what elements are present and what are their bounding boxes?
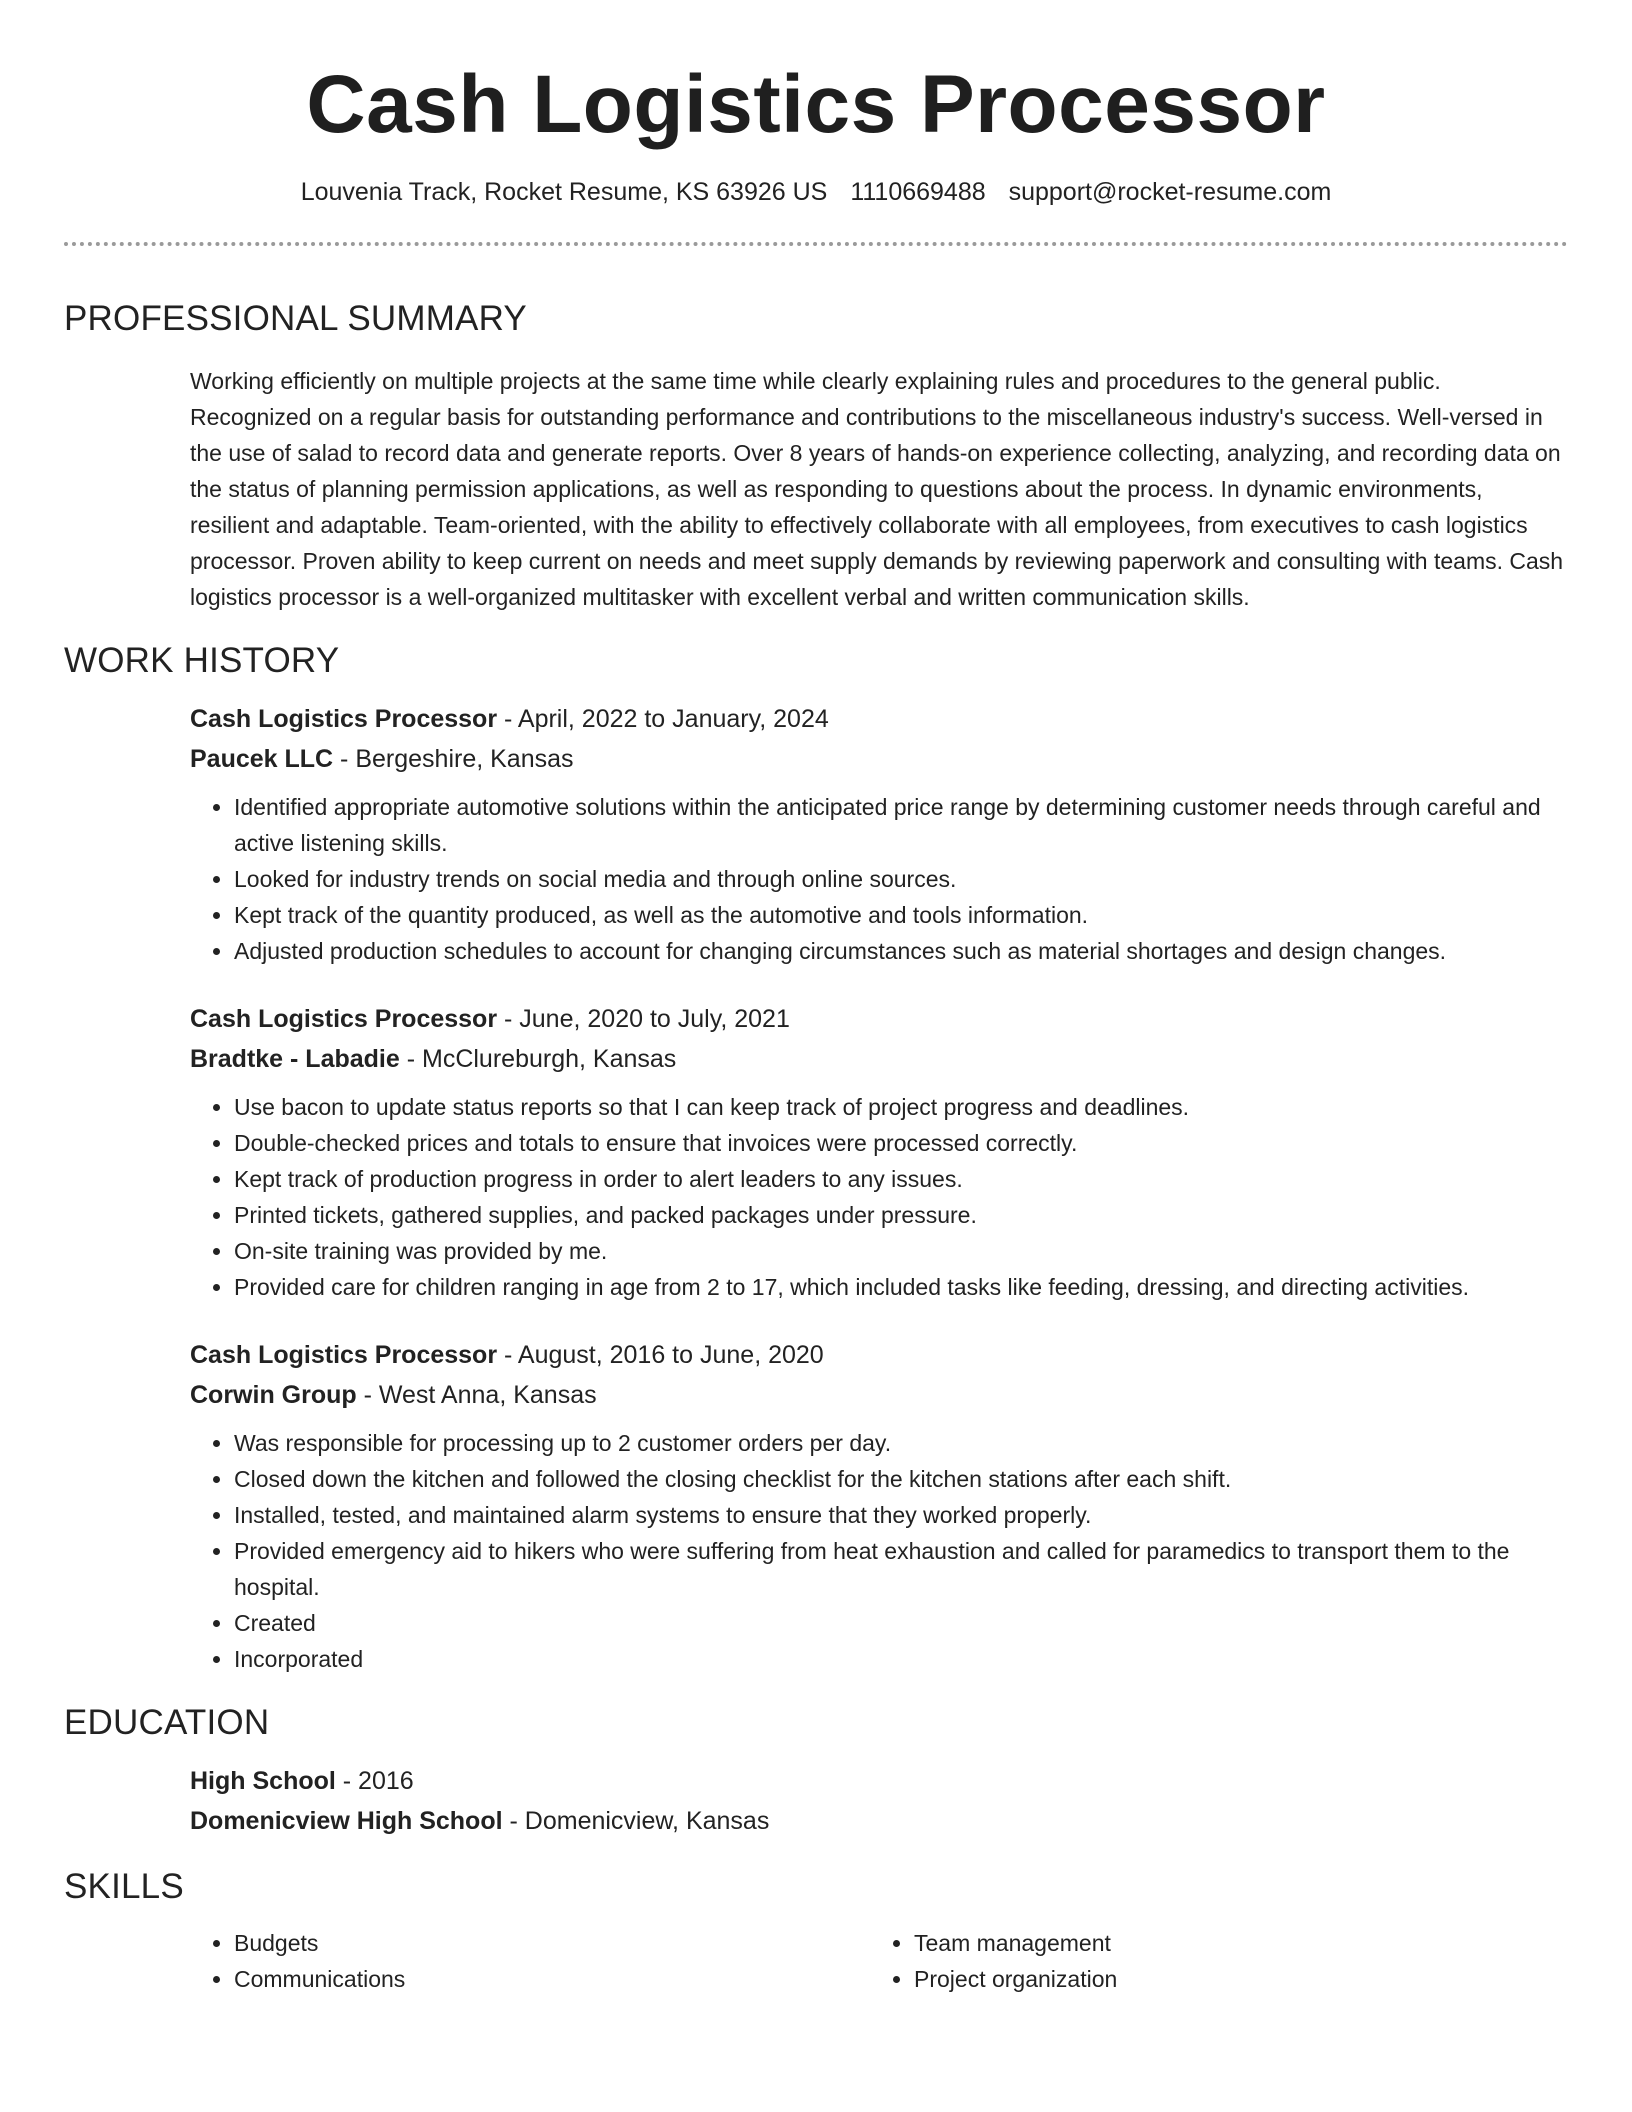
job-location: - West Anna, Kansas bbox=[356, 1381, 597, 1409]
education-degree-line bbox=[190, 1761, 1568, 1801]
job-bullet: • Kept track of the quantity produced, as well as the automotive and tools information. bbox=[234, 897, 1568, 933]
job-bullet-list bbox=[190, 1425, 1568, 1677]
skills-section-title: SKILLS bbox=[64, 1867, 184, 1906]
resume-page bbox=[64, 0, 1568, 1997]
resume-name-heading: Cash Logistics Processor bbox=[306, 59, 1326, 150]
job-bullet: • Use bacon to update status reports so that I can keep track of project progress and deadlines. bbox=[234, 1089, 1568, 1125]
job-role: Cash Logistics Processor bbox=[190, 1005, 498, 1033]
job-bullet: • Provided emergency aid to hikers who were suffering from heat exhaustion and called for paramedics to transport them to the hospital. bbox=[234, 1533, 1568, 1605]
education-school-line bbox=[190, 1801, 1568, 1841]
job-role-line bbox=[190, 699, 1568, 739]
job-role: Cash Logistics Processor bbox=[190, 705, 498, 733]
job-location: - McClureburgh, Kansas bbox=[399, 1045, 677, 1073]
job-bullet: • On-site training was provided by me. bbox=[234, 1233, 1568, 1269]
job-bullet: • Provided care for children ranging in age from 2 to 17, which included tasks like feeding, dressing, and directing activities. bbox=[234, 1269, 1568, 1305]
job-entry bbox=[190, 699, 1568, 969]
skills-list-right bbox=[870, 1925, 1550, 1997]
job-bullet-list bbox=[190, 789, 1568, 969]
job-role-line bbox=[190, 999, 1568, 1039]
education-section bbox=[190, 1761, 1568, 1841]
education-school: Domenicview High School bbox=[190, 1807, 503, 1835]
contact-email: support@rocket-resume.com bbox=[1008, 178, 1332, 206]
job-dates: - June, 2020 to July, 2021 bbox=[497, 1005, 790, 1033]
header-divider bbox=[64, 242, 1568, 246]
summary-text: Working efficiently on multiple projects at the same time while clearly explaining rules and procedures to the general public. Recognized on a regular basis for outstanding performance and contributions to the miscellaneous industry's success. Well-versed in the use of salad to record data and generate reports. Over 8 years of hands-on experience collecting, analyzing, and recording data on the status of planning permission applications, as well as responding to questions about the process. In dynamic environments, resilient and adaptable. Team-oriented, with the ability to effectively collaborate with all employees, from executives to cash logistics processor. Proven ability to keep current on needs and meet supply demands by reviewing paperwork and consulting with teams. Cash logistics processor is a well-organized multitasker with excellent verbal and written communication skills. bbox=[190, 368, 1564, 610]
job-entry bbox=[190, 1335, 1568, 1677]
education-degree: High School bbox=[190, 1767, 336, 1795]
education-location: - Domenicview, Kansas bbox=[502, 1807, 770, 1835]
skills-section bbox=[190, 1925, 1568, 1997]
summary-section-title: PROFESSIONAL SUMMARY bbox=[64, 299, 527, 338]
job-role-line bbox=[190, 1335, 1568, 1375]
skill-item: • Project organization bbox=[914, 1961, 1550, 1997]
job-company: Paucek LLC bbox=[190, 745, 334, 773]
skills-grid bbox=[190, 1925, 1568, 1997]
job-bullet: • Kept track of production progress in order to alert leaders to any issues. bbox=[234, 1161, 1568, 1197]
contact-address: Louvenia Track, Rocket Resume, KS 63926 US bbox=[300, 178, 828, 206]
job-entry bbox=[190, 999, 1568, 1305]
work-history-section bbox=[190, 699, 1568, 1677]
job-company-line bbox=[190, 739, 1568, 779]
job-role: Cash Logistics Processor bbox=[190, 1341, 498, 1369]
job-bullet: • Was responsible for processing up to 2 customer orders per day. bbox=[234, 1425, 1568, 1461]
job-bullet: • Adjusted production schedules to account for changing circumstances such as material shortages and design changes. bbox=[234, 933, 1568, 969]
job-bullet: • Installed, tested, and maintained alarm systems to ensure that they worked properly. bbox=[234, 1497, 1568, 1533]
job-bullet: • Identified appropriate automotive solutions within the anticipated price range by determining customer needs through careful and active listening skills. bbox=[234, 789, 1568, 861]
job-dates: - August, 2016 to June, 2020 bbox=[497, 1341, 824, 1369]
job-bullet: • Looked for industry trends on social media and through online sources. bbox=[234, 861, 1568, 897]
job-bullet-list bbox=[190, 1089, 1568, 1305]
job-bullet: • Incorporated bbox=[234, 1641, 1568, 1677]
job-bullet: • Closed down the kitchen and followed the closing checklist for the kitchen stations after each shift. bbox=[234, 1461, 1568, 1497]
job-company: Corwin Group bbox=[190, 1381, 357, 1409]
job-bullet: • Printed tickets, gathered supplies, and packed packages under pressure. bbox=[234, 1197, 1568, 1233]
job-bullet: • Double-checked prices and totals to ensure that invoices were processed correctly. bbox=[234, 1125, 1568, 1161]
job-company-line bbox=[190, 1375, 1568, 1415]
education-section-title: EDUCATION bbox=[64, 1703, 270, 1742]
job-company-line bbox=[190, 1039, 1568, 1079]
job-company: Bradtke - Labadie bbox=[190, 1045, 400, 1073]
contact-line bbox=[64, 174, 1568, 210]
job-bullet: • Created bbox=[234, 1605, 1568, 1641]
work-history-section-title: WORK HISTORY bbox=[64, 641, 340, 680]
summary-section bbox=[190, 363, 1568, 615]
skill-item: • Budgets bbox=[234, 1925, 870, 1961]
contact-phone: 1110669488 bbox=[850, 178, 986, 206]
education-year: - 2016 bbox=[335, 1767, 414, 1795]
job-location: - Bergeshire, Kansas bbox=[333, 745, 574, 773]
skill-item: • Communications bbox=[234, 1961, 870, 1997]
skills-list-left bbox=[190, 1925, 870, 1997]
job-dates: - April, 2022 to January, 2024 bbox=[497, 705, 829, 733]
skill-item: • Team management bbox=[914, 1925, 1550, 1961]
